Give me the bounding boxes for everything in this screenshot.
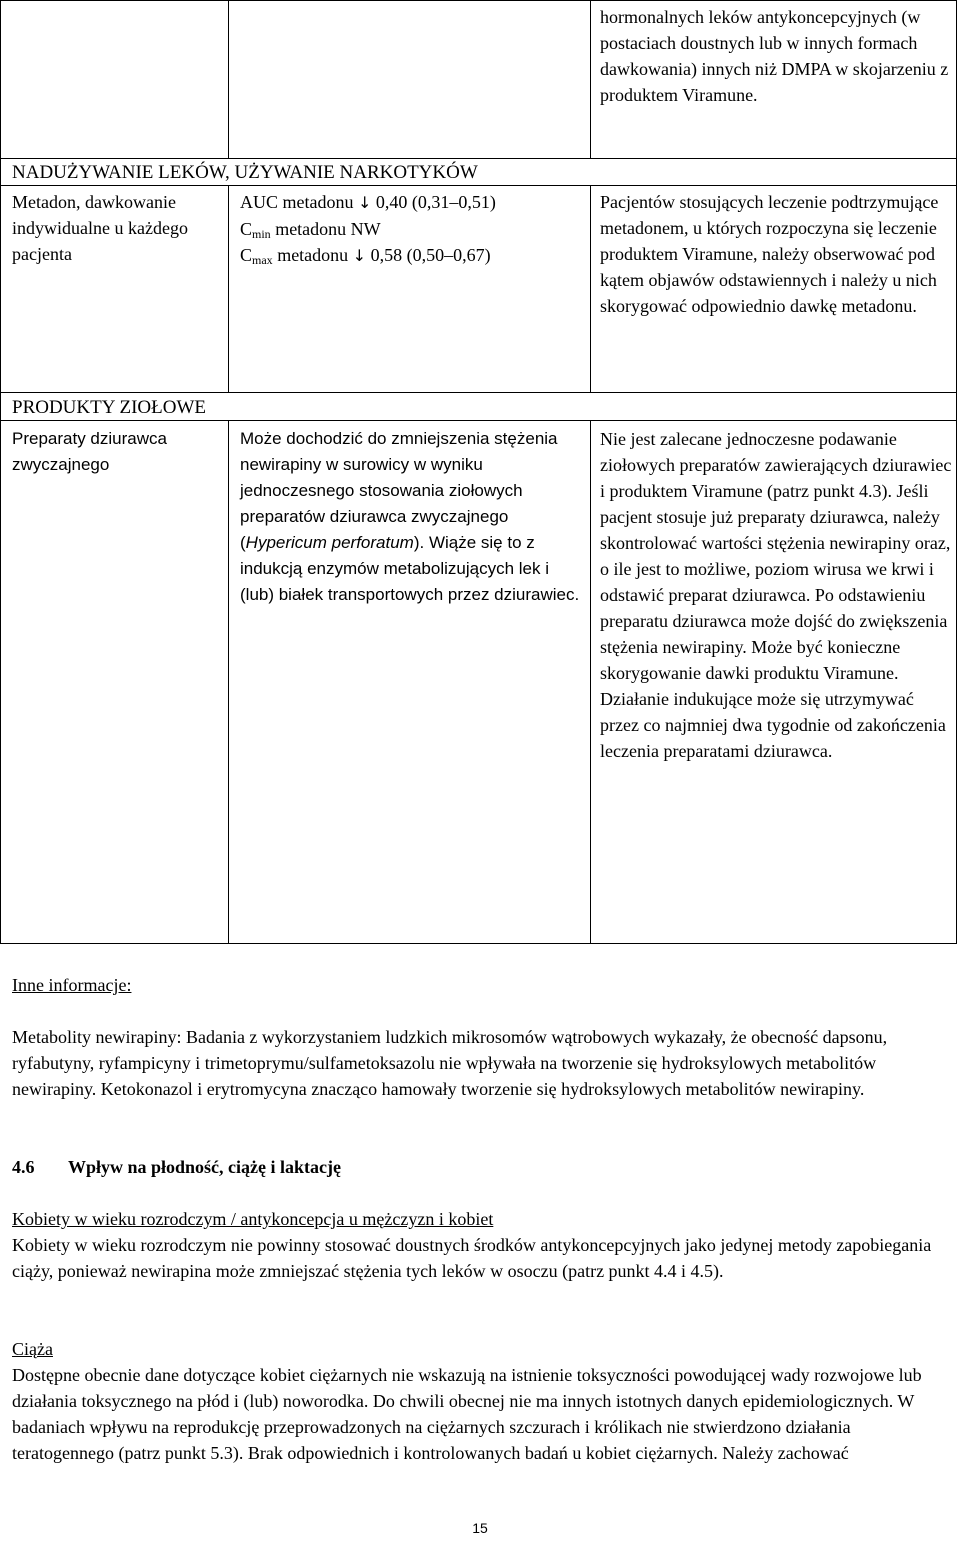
- other-info-title: Inne informacje:: [12, 975, 132, 995]
- subsection-title-pregnancy: Ciąża: [12, 1339, 53, 1359]
- methadone-drug-cell: [12, 189, 217, 267]
- methadone-auc-line: AUC metadonu ↓ 0,40 (0,31–0,51): [240, 192, 496, 212]
- column-divider: [228, 0, 229, 158]
- methadone-recommendation-text: Pacjentów stosujących leczenie podtrzymujące metadonem, u których rozpoczyna się leczenie produktem Viramune, należy obserwować pod kątem objawów odstawiennych i należy u nich skorygować odpowiednio dawkę metadonu.: [600, 192, 939, 316]
- herbal-effect-cell: [240, 426, 585, 608]
- section-heading-4-6: [12, 1154, 341, 1180]
- arrow-down-icon: ↓: [357, 193, 372, 212]
- methadone-drug-text: Metadon, dawkowanie indywidualne u każdego pacjenta: [12, 192, 188, 264]
- table-row-divider: [0, 392, 957, 393]
- methadone-cmin-line: $C_{min}$ metadonu NW: [240, 219, 381, 241]
- subsection-text-pregnancy: Dostępne obecnie dane dotyczące kobiet ciężarnych nie wskazują na istnienie toksyczności powodującej wady rozwojowe lub działania toksycznego na płód i (lub) noworodka. Do chwili obecnej nie ma innych istotnych danych epidemiologicznych. W badaniach wpływu na reprodukcję przeprowadzonych na ciężarnych szczurach i królikach nie stwierdzono działania teratogennego (patrz punkt 5.3). Brak odpowiednich i kontrolowanych badań u kobiet ciężarnych. Należy zachować: [12, 1365, 922, 1463]
- methadone-cmax-line: $C_{max}$ metadonu ↓ 0,58 (0,50–0,67): [240, 245, 491, 267]
- column-divider: [590, 0, 591, 158]
- column-divider: [228, 420, 229, 943]
- other-info-paragraph: Metabolity newirapiny: Badania z wykorzystaniem ludzkich mikrosomów wątrobowych wykazały, że obecność dapsonu, ryfabutyny, ryfampicyny i trimetoprymu/sulfametoksazolu nie wpływała na tworzenie się hydroksylowych metabolitów newirapiny. Ketokonazol i erytromycyna znacząco hamowały tworzenie się hydroksylowych metabolitów newirapiny.: [12, 1027, 888, 1099]
- section-header-herbal: PRODUKTY ZIOŁOWE: [12, 397, 207, 418]
- arrow-down-icon: ↓: [352, 246, 367, 265]
- page-number: 15: [472, 1520, 488, 1536]
- subsection-text-contraception: Kobiety w wieku rozrodczym nie powinny stosować doustnych środków antykoncepcyjnych jako jedynej metody zapobiegania ciąży, ponieważ newirapina może zmniejszać stężenia tych leków w osoczu (patrz punkt 4.4 i 4.5).: [12, 1235, 932, 1281]
- section-title: Wpływ na płodność, ciążę i laktację: [68, 1157, 341, 1177]
- contraceptive-recommendation-text: hormonalnych leków antykoncepcyjnych (w postaciach doustnych lub w innych formach dawkowania) innych niż DMPA w skojarzeniu z produktem Viramune.: [600, 7, 949, 105]
- column-divider: [590, 185, 591, 392]
- column-divider: [228, 185, 229, 392]
- table-border-left: [0, 0, 1, 944]
- section-number: 4.6: [12, 1157, 35, 1177]
- table-border-bottom: [0, 943, 957, 944]
- table-border-top: [0, 0, 957, 1]
- table-row-divider: [0, 158, 957, 159]
- herbal-drug-text: Preparaty dziurawca zwyczajnego: [12, 429, 167, 474]
- herbal-effect-text: Może dochodzić do zmniejszenia stężenia newirapiny w surowicy w wyniku jednoczesnego stosowania ziołowych preparatów dziurawca zwyczajnego (Hypericum perforatum). Wiąże się to z indukcją enzymów metabolizujących lek i (lub) białek transportowych przez dziurawiec.: [240, 429, 580, 604]
- subsection-title-contraception: Kobiety w wieku rozrodczym / antykoncepcja u mężczyzn i kobiet: [12, 1209, 494, 1229]
- contraceptive-recommendation-cell: [600, 4, 952, 108]
- herbal-recommendation-text: Nie jest zalecane jednoczesne podawanie ziołowych preparatów zawierających dziurawiec i produktem Viramune (patrz punkt 4.3). Jeśli pacjent stosuje już preparaty dziurawca, należy skontrolować wartości stężenia newirapiny oraz, o ile jest to możliwe, poziom wirusa we krwi i odstawić preparat dziurawca. Po odstawieniu preparatu dziurawca może dojść do zwiększenia stężenia newirapiny. Może być konieczne skorygowanie dawki produktu Viramune. Działanie indukujące może się utrzymywać przez co najmniej dwa tygodnie od zakończenia leczenia preparatami dziurawca.: [600, 429, 952, 761]
- column-divider: [590, 420, 591, 943]
- methadone-recommendation-cell: [600, 189, 952, 319]
- section-header-drug-abuse: NADUŻYWANIE LEKÓW, UŻYWANIE NARKOTYKÓW: [12, 162, 478, 183]
- methadone-effect-cell: [240, 189, 585, 269]
- table-border-right: [956, 0, 957, 944]
- herbal-recommendation-cell: [600, 426, 952, 764]
- herbal-drug-cell: [12, 426, 217, 478]
